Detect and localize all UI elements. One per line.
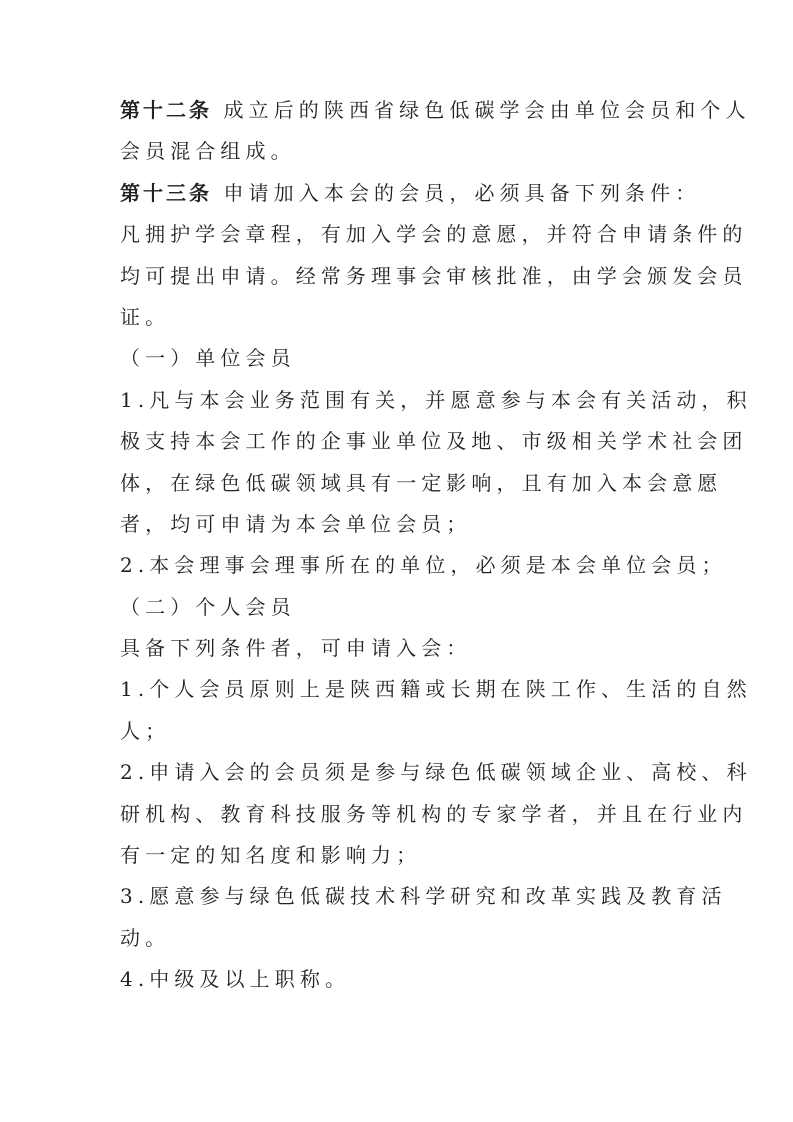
paragraph-line: 极支持本会工作的企事业单位及地、市级相关学术社会团 xyxy=(120,429,748,454)
paragraph-line: 体，在绿色低碳领域具有一定影响，且有加入本会意愿 xyxy=(120,470,723,495)
section-heading-individual-member: （二）个人会员 xyxy=(120,594,296,619)
paragraph-line: 均可提出申请。经常务理事会审核批准，由学会颁发会员 xyxy=(120,263,748,288)
paragraph-line: 4.中级及以上职称。 xyxy=(120,967,351,992)
article-12-line-1: 第十二条 成立后的陕西省绿色低碳学会由单位会员和个人 xyxy=(120,98,751,122)
section-heading-unit-member: （一）单位会员 xyxy=(120,346,296,371)
paragraph-line: 者，均可申请为本会单位会员； xyxy=(120,511,472,536)
paragraph-line: 1.凡与本会业务范围有关，并愿意参与本会有关活动，积 xyxy=(120,387,752,412)
paragraph-line: 具备下列条件者，可申请入会： xyxy=(120,636,472,661)
paragraph-line: 人； xyxy=(120,718,171,743)
paragraph-line: 有一定的知名度和影响力； xyxy=(120,843,422,868)
paragraph-line: 证。 xyxy=(120,304,171,329)
article-12-heading: 第十二条 xyxy=(120,98,212,122)
paragraph-line: 凡拥护学会章程，有加入学会的意愿，并符合申请条件的 xyxy=(120,222,748,247)
article-12-line-2: 会员混合组成。 xyxy=(120,139,296,164)
paragraph-line: 2.申请入会的会员须是参与绿色低碳领域企业、高校、科 xyxy=(120,760,752,785)
paragraph-line: 动。 xyxy=(120,925,171,950)
article-13-heading: 第十三条 xyxy=(120,180,212,205)
article-13-line-1: 第十三条 申请加入本会的会员，必须具备下列条件： xyxy=(120,180,701,205)
paragraph-line: 2.本会理事会理事所在的单位，必须是本会单位会员； xyxy=(120,553,727,578)
paragraph-line: 研机构、教育科技服务等机构的专家学者，并且在行业内 xyxy=(120,801,748,826)
paragraph-line: 1.个人会员原则上是陕西籍或长期在陕工作、生活的自然 xyxy=(120,677,752,702)
paragraph-line: 3.愿意参与绿色低碳技术科学研究和改革实践及教育活 xyxy=(120,884,727,909)
document-page xyxy=(120,90,752,1001)
